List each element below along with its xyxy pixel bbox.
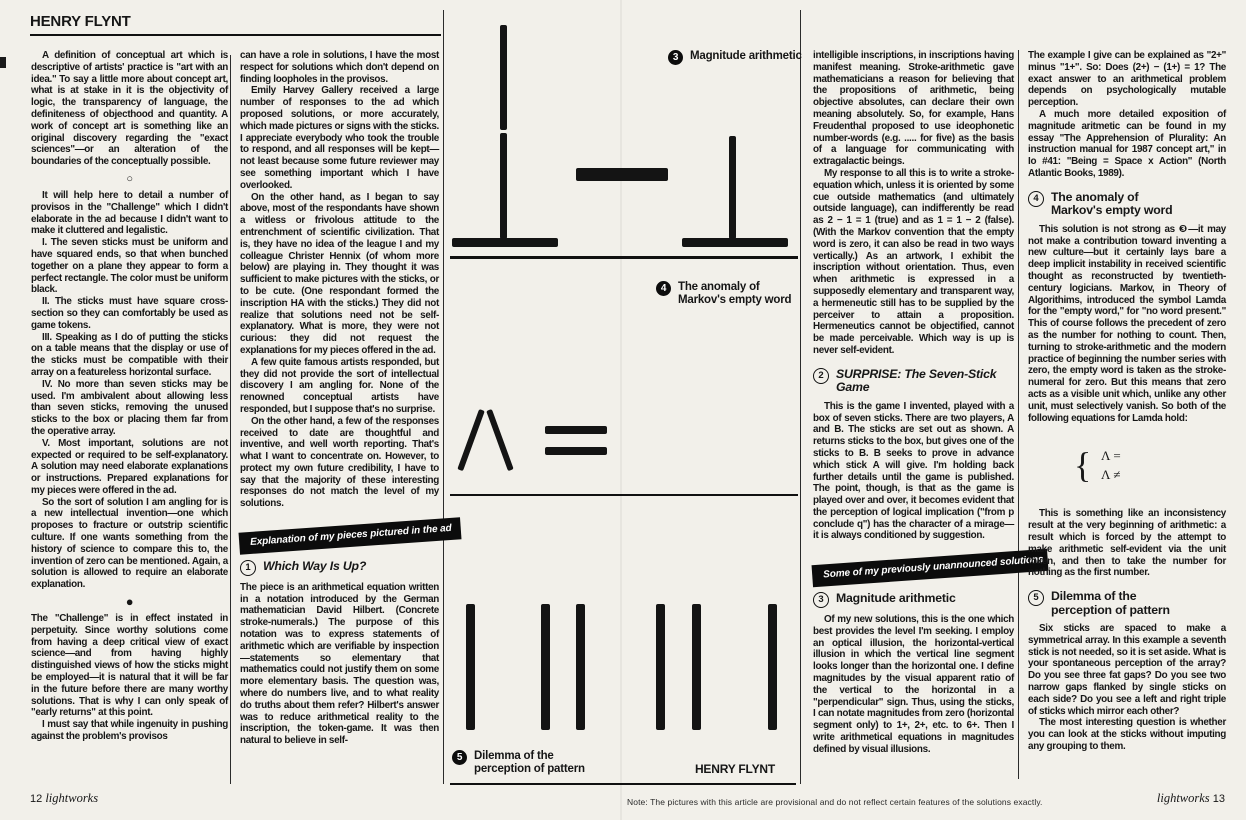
heading-magnitude-arithmetic [813, 592, 1014, 608]
stick-vertical-short [729, 136, 736, 239]
filled-circled-number-3: 3 [668, 50, 683, 65]
paragraph: So the sort of solution I am angling for is a new intellectual invention—one which proposes to fracture or outstrip scientific culture. If one wants something from the history of science to compare this to, the invention of zero can be mentioned. Again, a solution is allowed to require an elaborate explanation. [31, 496, 228, 591]
figure-label-text: Magnitude arithmetic [690, 50, 802, 62]
paragraph: The example I give can be explained as "2+" minus "1+". So: Does (2+) − (1+) = 1? The exact answer to an arithmetical problem depends on psychologically mutable perception. [1028, 50, 1226, 109]
paragraph: It will help here to detail a number of provisos in the "Challenge" which I didn't elaborate in the ad because I didn't want to make it cluttered and legalistic. [31, 189, 228, 237]
paragraph: The piece is an arithmetical equation written in a notation introduced by the German mathematician David Hilbert. (Concrete stroke-numerals.) The purpose of this notation was to express statements of arithmetic which are verifiable by inspection—statements so elementary that mathematics could not justify them on some more elementary basis. The question was, where do numbers live, and to what reality do truths about them refer? Hilbert's answer was to reduce arithmetical reality to the inscription, the token-game. It was then natural to believe in self- [240, 581, 439, 747]
heading-line: Markov's empty word [1051, 203, 1173, 218]
paragraph: can have a role in solutions, I have the most respect for solutions which don't depend on finding loopholes in the provisos. [240, 50, 439, 85]
page-fold-line [620, 0, 622, 820]
magazine-name: lightworks [45, 791, 99, 805]
figure-label-text [474, 750, 585, 776]
header-rule [30, 34, 441, 36]
column-2 [240, 50, 452, 747]
stick-5 [692, 604, 701, 730]
circled-number-4: 4 [1028, 191, 1044, 207]
stick-minus-bar [576, 168, 668, 181]
section-banner-unannounced-solutions: Some of my previously unannounced solutions [812, 549, 1049, 587]
paragraph: This is something like an inconsistency result at the very beginning of arithmetic: a result which is forced by the attempt to make arithmetic self-evident via the unit token, and then to take the number for nothing as the first number. [1028, 508, 1226, 579]
figure-panel-divider [450, 494, 798, 496]
column-divider [800, 10, 801, 784]
left-brace: { [1074, 445, 1091, 486]
stick-vertical-tall-upper [500, 25, 507, 130]
heading-anomaly-markov-empty-word [1028, 191, 1226, 218]
stick-vertical-tall-lower [500, 133, 507, 239]
lambda-left-leg [457, 409, 485, 471]
page-number: 12 [30, 793, 43, 805]
circled-number-2: 2 [813, 368, 829, 384]
stick-6 [768, 604, 777, 730]
paragraph: II. The sticks must have square cross-section so they can comfortably be used as game tokens. [31, 296, 228, 331]
column-1 [31, 50, 228, 743]
heading-which-way-is-up [240, 560, 439, 576]
stick-3 [576, 604, 585, 730]
paragraph: On the other hand, a few of the responses received to date are thoughtful and inventive, and well worth reporting. That's what I want to concentrate on. However, to protect my own future credibility, I have to say that the majority of these interesting responses do not match the level of my solutions. [240, 415, 439, 510]
circled-number-3: 3 [813, 592, 829, 608]
paragraph: The "Challenge" is in effect instated in perpetuity. Since worthy solutions come from having a deep critical view of exact science—and from having highly distinguished views of how the sticks might be employed—it is natural that it will be far in the future before there are many worthy solutions. That is why I can only speak of "early returns" at this point. [31, 613, 228, 719]
paragraph: intelligible inscriptions, in inscriptions having manifest meaning. Stroke-arithmetic gave mathematicians a reason for believing that the propositions of arithmetic, being objective absolutes, can declare their own meaning absolutely. So, for example, Hans Freudenthal proposed to use ideophonetic number-words (e.g. ..... for five) as the basis of a language for communicating with extragalactic beings. [813, 50, 1014, 168]
column-4 [813, 50, 1044, 756]
heading-surprise-seven-stick-game [813, 368, 1014, 395]
author-header: HENRY FLYNT [30, 13, 131, 30]
stick-2 [541, 604, 550, 730]
page-number: 13 [1212, 793, 1225, 805]
magazine-name: lightworks [1156, 791, 1210, 805]
heading-line: Dilemma of the [1051, 589, 1137, 604]
heading-line: The anomaly of [1051, 189, 1139, 204]
filled-circled-number-4: 4 [656, 281, 671, 296]
section-separator-dot: ● [125, 594, 134, 610]
equals-top-bar [545, 426, 607, 434]
circled-number-1: 1 [240, 560, 256, 576]
heading-text: Which Way Is Up? [263, 558, 367, 573]
page-footer-left [30, 791, 98, 806]
heading-text [1051, 590, 1170, 617]
heading-text: SURPRISE: The Seven-Stick Game [836, 366, 997, 395]
section-banner-explanation: Explanation of my pieces pictured in the ad [239, 517, 462, 554]
paragraph: Emily Harvey Gallery received a large number of responses to the ad which proposed solutions, or more accurately, which made pictures or signs with the sticks. I appreciate everybody who took the trouble to respond, and all responses will be kept—not least because some future reviewer may see something important which I have overlooked. [240, 85, 439, 191]
stick-1 [466, 604, 475, 730]
figure-panel-divider [450, 783, 796, 785]
paragraph: A much more detailed exposition of magnitude aritmetic can be found in my essay "The Apprehension of Plurality: An instruction manual for 1987 concept art," in Io #41: "Being = Space x Action" (North Atlantic Books, 1989). [1028, 108, 1226, 179]
paragraph: I. The seven sticks must be uniform and have squared ends, so that when bunched together on a plane they appear to form a perfect rectangle. The color must be uniform black. [31, 237, 228, 296]
equation-lines [1101, 450, 1121, 481]
heading-text: Magnitude arithmetic [836, 591, 956, 606]
paragraph: My response to all this is to write a stroke-equation which, unless it is oriented by some cue outside mathematics (and ultimately outside language), can indifferently be read as 2 − 1 = 1 (true) and as 1 = 1 − 2 (false). (With the Markov convention that the empty word is zero, it can also be read in two ways vertically.) As an artwork, I exhibit the inscription without orientation. Thus, even when arithmetic is expressed in a supposedly elementary and transparent way, a hermeneutic still has to be supplied by the perceiver to attain a proposition. Hermeneutics cannot be objectified, cannot be made perceivable. Which way is up is never self-evident. [813, 167, 1014, 356]
paragraph: A few quite famous artists responded, but they did not provide the sort of intellectual discovery I am angling for. None of the renowned conceptual artists have responded, but I suppose that's no surprise. [240, 356, 439, 415]
figure-label-text [678, 281, 791, 307]
paragraph: III. Speaking as I do of putting the sticks on a table means that the display or use of the sticks must be compatible with their array on a featureless horizontal surface. [31, 331, 228, 378]
figure-panel-divider [450, 256, 798, 259]
paragraph: On the other hand, as I began to say above, most of the respondants have shown a witless or frivolous attitude to the entrenchment of scientific civilization. That is, they have no idea of the league I and my colleague Christer Hennix (of whom more below) are playing in. They thought it was sufficient to make pictures with the sticks, or to be cute. (One respondant formed the inscription HA with the sticks.) They did not realize that solutions need not be self-explanatory. What is more, they were not curious: they did not request the explanations for my pieces offered in the ad. [240, 191, 439, 356]
stick-base-left [452, 238, 558, 247]
heading-line: perception of pattern [1051, 602, 1170, 617]
figure-label-line: Markov's empty word [678, 294, 792, 306]
figure-label-line: Dilemma of the [474, 750, 554, 762]
paragraph: This solution is not strong as ❸—it may not make a contribution toward inventing a new culture—but it certainly lays bare a deep implicit instability in received scientific thought as reconstructed by twentieth-century logicians. Markov, in Theory of Algorithims, introduced the symbol Lamda for the "empty word," for "no word present." This of course follows the precedent of zero as the number for nothing to count. Then, turning to stroke-arithmetic and the modern practice of beginning the number series with zero, the empty word is taken as the stroke-numeral for zero. But this means that zero acts as a visible unit which, unlike any other unit, must selectively vanish. So both of the following equations for Lamda hold: [1028, 223, 1226, 424]
stick-4 [656, 604, 665, 730]
equation-line: Λ ≠ [1100, 466, 1121, 482]
paragraph: Six sticks are spaced to make a symmetrical array. In this example a seventh stick is not needed, so it is set aside. What is your spontaneous perception of the array? Do you see three fat gaps? Do you see two narrow gaps flanked by single sticks on each side? Do you see a left and right triple of sticks which mirror each other? [1028, 623, 1226, 717]
stick-base-right [682, 238, 788, 247]
figure-label-line: The anomaly of [678, 281, 760, 293]
page-footer-right [1125, 791, 1225, 806]
lambda-right-leg [486, 409, 514, 471]
column-divider [443, 10, 444, 784]
figure-credit: HENRY FLYNT [694, 762, 775, 776]
column-divider [230, 55, 231, 784]
scan-artifact [0, 57, 6, 68]
circled-number-5: 5 [1028, 590, 1044, 606]
paragraph: Of my new solutions, this is the one which best provides the level I'm seeking. I employ an optical illusion, the horizontal-vertical illusion in which the vertical line segment looks longer than the horizontal one. I define magnitudes by the visual apparent ratio of the vertical to the horizontal in a "perpendicular" sign. Thus, using the sticks, I can notate magnitudes from zero (horizontal segment only) to 1+, 2+, etc. to 6+. Then I write arithmetical equations in magnitudes defined by visual illusions. [813, 614, 1014, 755]
figure-5-label [452, 750, 585, 776]
figure-4-label [656, 281, 791, 307]
heading-text [1051, 191, 1172, 218]
paragraph: A definition of conceptual art which is descriptive of artists' practice is "art with an idea." To say a little more about concept art, what is at stake in it is the objectivity of logic, the transparency of language, the definiteness of objecthood and quantity. A work of concept art is something like an original discovery regarding the "exact sciences"—or an alteration of the boundaries of the conceptually possible. [31, 50, 228, 168]
paragraph: I must say that while ingenuity in pushing against the problem's provisos [31, 719, 228, 743]
provisional-pictures-note: Note: The pictures with this article are provisional and do not reflect certain features of the solutions exactly. [627, 797, 1043, 807]
paragraph: The most interesting question is whether you can look at the sticks without imputing any grouping to them. [1028, 717, 1226, 753]
column-divider [1018, 50, 1019, 779]
lambda-equations [1074, 445, 1226, 486]
equation-line: Λ = [1100, 448, 1121, 464]
paragraph: V. Most important, solutions are not expected or required to be self-explanatory. A solution may need elaborate explanations or instructions. Prepared explanations for my pieces were offered in the ad. [31, 437, 228, 496]
paragraph: IV. No more than seven sticks may be used. I'm ambivalent about allowing less than seven sticks, removing the unused sticks to the box or placing them far from the operative array. [31, 378, 228, 437]
section-separator-circle: ○ [126, 172, 133, 185]
figure-3-label [668, 50, 802, 65]
paragraph: This is the game I invented, played with a box of seven sticks. There are two players, A and B. The sticks are set out as shown. A returns sticks to the box, but gives one of the sticks to B. B seeks to prove in advance which stick A will give. I'm holding back further details until the game is published. The point, though, is that as the game is played over and over, it becomes evident that the perception of logical implication ("from p conclude q") has the character of a mirage—it is always conditioned by suggestion. [813, 400, 1014, 542]
column-5 [1028, 50, 1226, 753]
heading-dilemma-perception-pattern [1028, 590, 1226, 617]
filled-circled-number-5: 5 [452, 750, 467, 765]
equals-bottom-bar [545, 447, 607, 455]
figure-label-line: perception of pattern [474, 763, 585, 775]
